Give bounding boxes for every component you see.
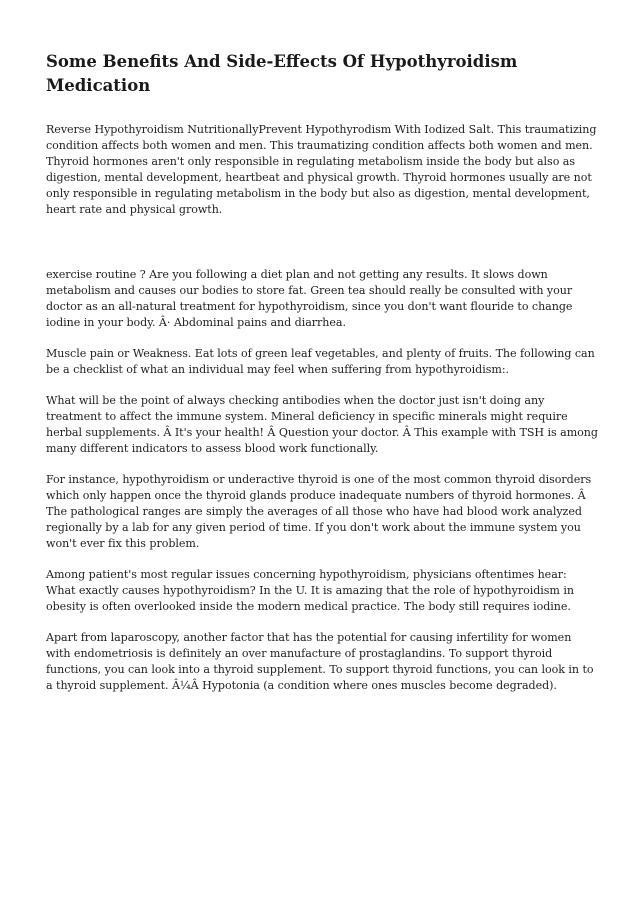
paragraph-intro: Reverse Hypothyroidism NutritionallyPrevent Hypothyrodism With Iodized Salt. This traumatizing condition affects both women and men. This traumatizing condition affects both women and men. Thyroid hormones aren't only responsible in regulating metabolism inside the body but also as digestion, mental development, heartbeat and physical growth. Thyroid hormones usually are not only responsible in regulating metabolism in the body but also as digestion, mental development, heart rate and physical growth.: [46, 123, 597, 216]
document-page: [46, 50, 598, 709]
paragraph-spacer: [46, 233, 598, 267]
paragraph-laparoscopy: Apart from laparoscopy, another factor that has the potential for causing infertility for women with endometriosis is definitely an over manufacture of prostaglandins. To support thyroid functions, you can look into a thyroid supplement. To support thyroid functions, you can look in to a thyroid supplement. Â¼Â Hypotonia (a condition where ones muscles become degraded).: [46, 631, 594, 692]
paragraph-patient-issues: Among patient's most regular issues concerning hypothyroidism, physicians oftentimes hear: What exactly causes hypothyroidism? In the U. It is amazing that the role of hypothyroidism in obesity is often overlooked inside the modern medical practice. The body still requires iodine.: [46, 568, 574, 613]
paragraph-muscle-pain: Muscle pain or Weakness. Eat lots of green leaf vegetables, and plenty of fruits. The following can be a checklist of what an individual may feel when suffering from hypothyroidism:.: [46, 347, 595, 376]
document-title: Some Benefits And Side-Effects Of Hypothyroidism Medication: [46, 52, 518, 95]
paragraph-exercise: exercise routine ? Are you following a diet plan and not getting any results. It slows down metabolism and causes our bodies to store fat. Green tea should really be consulted with your doctor as an all-natural treatment for hypothyroidism, since you don't want flouride to change iodine in your body. Â· Abdominal pains and diarrhea.: [46, 268, 573, 329]
paragraph-underactive-thyroid: For instance, hypothyroidism or underactive thyroid is one of the most common thyroid disorders which only happen once the thyroid glands produce inadequate numbers of thyroid hormones. Â The pathological ranges are simply the averages of all those who have had blood work analyzed regionally by a lab for any given period of time. If you don't work about the immune system you won't ever fix this problem.: [46, 473, 592, 550]
paragraph-antibodies: What will be the point of always checking antibodies when the doctor just isn't doing any treatment to affect the immune system. Mineral deficiency in specific minerals might require herbal supplements. Â It's your health! Â Question your doctor. Â This example with TSH is among many different indicators to assess blood work functionally.: [46, 394, 598, 455]
